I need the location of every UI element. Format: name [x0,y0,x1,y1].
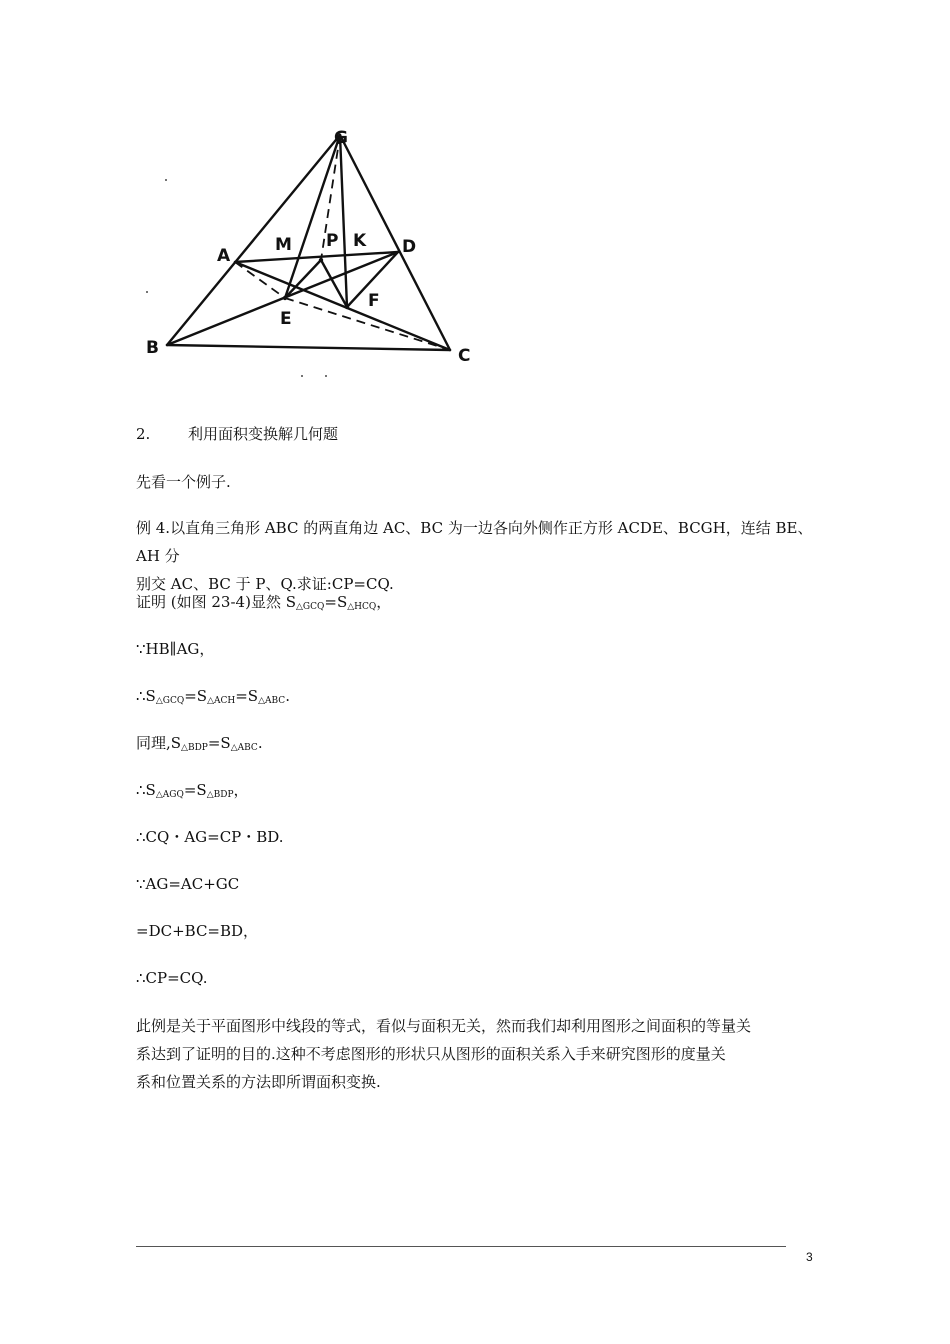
conclusion-line: 系和位置关系的方法即所谓面积变换. [136,1073,381,1091]
label-c: C [458,346,471,366]
proof-line-4 [136,733,263,758]
subscript: △BDP [181,743,208,753]
label-m: M [275,235,292,255]
speck [325,375,327,377]
proof-text: ， [376,593,392,611]
proof-text: ∴S [136,781,156,799]
point-e [283,296,287,300]
subscript: △HCQ [347,602,377,612]
example-line: 例 4.以直角三角形 ABC 的两直角边 AC、BC 为一边各向外侧作正方形 ACDE、BCGH，连结 BE、AH 分 [136,519,813,565]
subscript: △ACH [207,696,236,706]
proof-text: 证明 (如图 23-4)显然 S [136,593,296,611]
subscript: △GCQ [295,602,325,612]
conclusion-paragraph [136,1012,816,1096]
section-number: 2. [136,425,151,443]
proof-text: ∴S [136,687,156,705]
proof-line-2: ∵HB∥AG， [136,640,215,658]
example-line: 别交 AC、BC 于 P、Q.求证:CP=CQ. [136,575,394,593]
label-b: B [146,338,159,358]
conclusion-line: 此例是关于平面图形中线段的等式，看似与面积无关，然而我们却利用图形之间面积的等量关 [136,1017,752,1035]
label-p: P [326,231,339,251]
segment-ad [235,252,398,262]
subscript: △GCQ [155,696,185,706]
segment-gb [167,135,340,345]
proof-line-3 [136,686,290,711]
proof-text: . [285,687,290,705]
proof-line-5 [136,780,249,805]
subscript: △ABC [258,696,286,706]
label-e: E [280,309,292,329]
conclusion-line: 系达到了证明的目的.这种不考虑图形的形状只从图形的面积关系入手来研究图形的度量关 [136,1045,726,1063]
label-k: K [353,231,367,251]
segment-gf [340,135,347,307]
speck [301,375,303,377]
footer-divider [136,1246,786,1247]
subscript: △ABC [230,743,258,753]
proof-text: ， [233,781,249,799]
geometry-diagram [140,120,480,390]
page-number: 3 [806,1250,813,1264]
speck [165,179,167,181]
proof-text: =S [207,734,231,752]
point-p [319,258,323,262]
segment-bc [167,345,450,350]
proof-text: =S [324,593,348,611]
subscript: △BDP [206,790,234,800]
example-paragraph [136,514,816,598]
subscript: △AGQ [155,790,184,800]
proof-text: 同理,S [136,734,182,752]
geometry-figure [140,120,480,390]
point-f [345,305,349,309]
proof-text: =S [183,781,207,799]
label-f: F [368,291,380,311]
section-title: 利用面积变换解几何题 [188,425,339,443]
segment-bd [167,252,398,345]
proof-text: =S [184,687,208,705]
proof-text: =S [235,687,259,705]
proof-line-6: ∴CQ・AG=CP・BD. [136,828,284,846]
proof-line-7: ∵AG=AC+GC [136,875,240,893]
label-d: D [402,237,417,257]
label-g: G [334,128,348,148]
proof-line-8: =DC+BC=BD， [136,922,259,940]
segment-ge [285,135,340,298]
intro-text: 先看一个例子. [136,473,231,491]
proof-line-9: ∴CP=CQ. [136,969,208,987]
label-a: A [217,246,231,266]
proof-text: . [257,734,263,752]
speck [146,291,148,293]
section-heading [136,424,338,444]
proof-line-1 [136,592,391,617]
